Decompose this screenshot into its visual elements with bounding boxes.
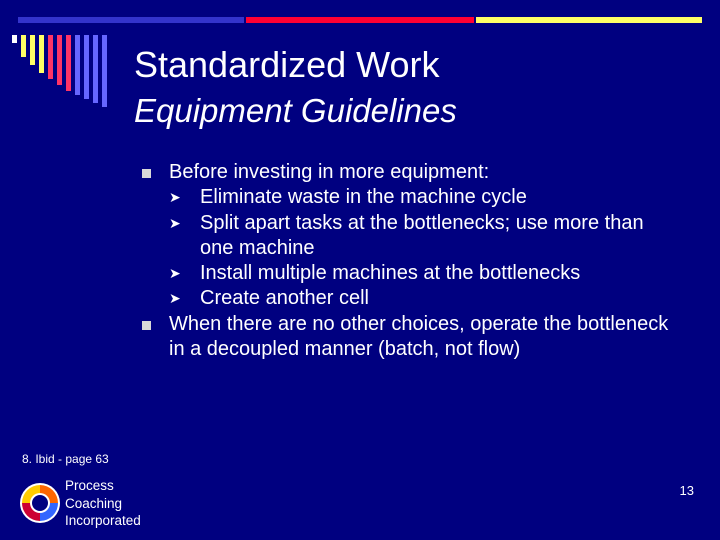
decorative-bar	[39, 35, 44, 73]
company-line: Coaching	[65, 495, 123, 511]
bullet-text: Before investing in more equipment:	[169, 161, 490, 183]
bullet-item	[142, 160, 682, 185]
decorative-bar	[12, 35, 17, 43]
footnote: 8. Ibid - page 63	[22, 452, 109, 466]
decorative-bar	[93, 35, 98, 103]
bullet-item	[142, 312, 682, 363]
sub-bullet-item	[169, 211, 682, 262]
decorative-bar	[30, 35, 35, 65]
decorative-vertical-bars	[12, 35, 112, 107]
decorative-bar	[75, 35, 80, 95]
sub-bullet-item	[169, 286, 682, 311]
arrowhead-icon: ➤	[169, 265, 181, 282]
sub-bullet-text: Install multiple machines at the bottlenecks	[200, 262, 581, 285]
decorative-bar	[84, 35, 89, 99]
arrowhead-icon: ➤	[169, 214, 181, 231]
sub-bullet-group	[142, 185, 682, 311]
slide-subtitle: Equipment Guidelines	[134, 92, 457, 129]
sub-bullet-item	[169, 185, 682, 210]
decorative-bar	[66, 35, 71, 91]
sub-bullet-text: Create another cell	[200, 287, 369, 310]
circular-arrows-logo	[19, 478, 61, 526]
arrowhead-icon: ➤	[169, 290, 181, 307]
sub-bullet-item	[169, 261, 682, 286]
band-segment-red	[246, 17, 474, 23]
square-bullet-icon	[142, 321, 151, 330]
sub-bullet-text: Split apart tasks at the bottlenecks; use more than one machine	[200, 211, 644, 259]
band-segment-blue	[18, 17, 244, 23]
bullet-text: When there are no other choices, operate the bottleneck in a decoupled manner (batch, not flow)	[169, 312, 669, 361]
company-line: Incorporated	[65, 513, 141, 528]
sub-bullet-text: Eliminate waste in the machine cycle	[200, 186, 527, 209]
band-segment-yellow	[476, 17, 702, 23]
slide-title: Standardized Work	[134, 44, 440, 85]
decorative-bar	[21, 35, 26, 57]
company-name	[65, 477, 141, 530]
page-number: 13	[679, 483, 694, 498]
decorative-bar	[57, 35, 62, 85]
top-color-band	[18, 17, 702, 23]
square-bullet-icon	[142, 169, 151, 178]
decorative-bar	[102, 35, 107, 107]
arrowhead-icon: ➤	[169, 189, 181, 206]
decorative-bar	[48, 35, 53, 79]
company-line: Process	[65, 478, 114, 493]
bullet-list	[142, 160, 682, 362]
